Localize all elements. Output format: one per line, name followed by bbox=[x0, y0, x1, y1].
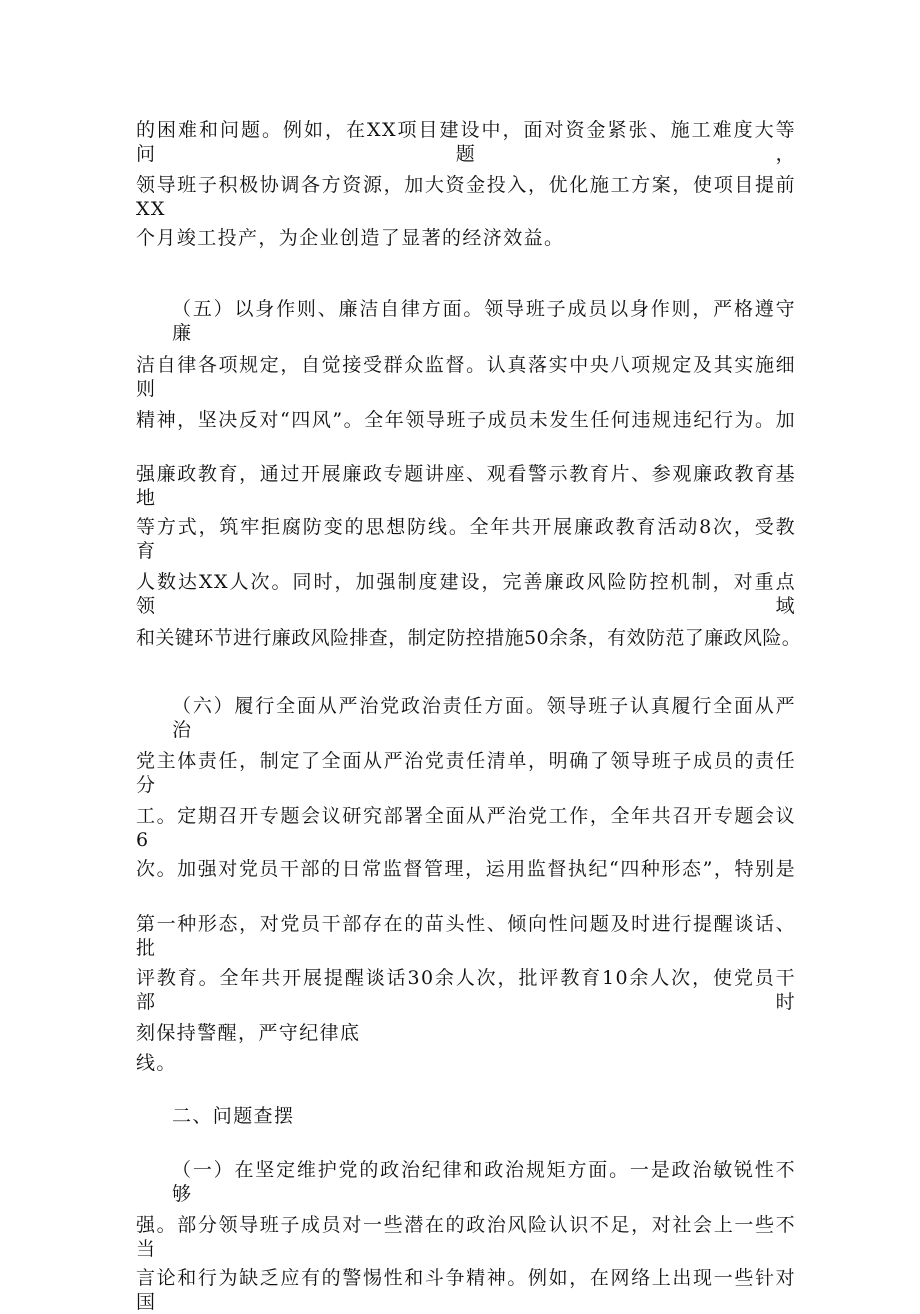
text-line-18: 线。 bbox=[136, 1052, 177, 1074]
text-line-1: 的困难和问题。例如，在XX项目建设中，面对资金紧张、施工难度大等问题， bbox=[136, 119, 796, 165]
text-line-17: 刻保持警醒，严守纪律底 bbox=[136, 1022, 361, 1044]
text-line-8: 等方式，筑牢拒腐防变的思想防线。全年共开展廉政教育活动8次，受教育 bbox=[136, 516, 796, 562]
text-line-14: 次。加强对党员干部的日常监督管理，运用监督执纪“四种形态”，特别是 bbox=[136, 858, 796, 880]
text-line-5: 洁自律各项规定，自觉接受群众监督。认真落实中央八项规定及其实施细则 bbox=[136, 354, 796, 400]
text-line-7: 强廉政教育，通过开展廉政专题讲座、观看警示教育片、参观廉政教育基地 bbox=[136, 463, 796, 509]
text-line-16: 评教育。全年共开展提醒谈话30余人次，批评教育10余人次，使党员干部时 bbox=[136, 967, 796, 1013]
text-line-20: （一）在坚定维护党的政治纪律和政治规矩方面。一是政治敏锐性不够 bbox=[172, 1159, 796, 1205]
text-line-15: 第一种形态，对党员干部存在的苗头性、倾向性问题及时进行提醒谈话、批 bbox=[136, 913, 796, 959]
text-line-21: 强。部分领导班子成员对一些潜在的政治风险认识不足，对社会上一些不当 bbox=[136, 1214, 796, 1260]
text-line-2: 领导班子积极协调各方资源，加大资金投入，优化施工方案，使项目提前XX bbox=[136, 174, 796, 220]
text-line-22: 言论和行为缺乏应有的警惕性和斗争精神。例如，在网络上出现一些针对国 bbox=[136, 1267, 796, 1313]
section-heading: 二、问题查摆 bbox=[172, 1105, 295, 1127]
text-line-10: 和关键环节进行廉政风险排查，制定防控措施50余条，有效防范了廉政风险。 bbox=[136, 627, 802, 649]
text-line-9: 人数达XX人次。同时，加强制度建设，完善廉政风险防控机制，对重点领域 bbox=[136, 571, 796, 617]
text-line-12: 党主体责任，制定了全面从严治党责任清单，明确了领导班子成员的责任分 bbox=[136, 750, 796, 796]
text-line-11: （六）履行全面从严治党政治责任方面。领导班子认真履行全面从严治 bbox=[172, 695, 796, 741]
text-line-4: （五）以身作则、廉洁自律方面。领导班子成员以身作则，严格遵守廉 bbox=[172, 298, 796, 344]
text-line-3: 个月竣工投产，为企业创造了显著的经济效益。 bbox=[136, 227, 565, 249]
text-line-13: 工。定期召开专题会议研究部署全面从严治党工作，全年共召开专题会议6 bbox=[136, 805, 796, 851]
text-line-6: 精神，坚决反对“四风”。全年领导班子成员未发生任何违规违纪行为。加 bbox=[136, 409, 796, 431]
